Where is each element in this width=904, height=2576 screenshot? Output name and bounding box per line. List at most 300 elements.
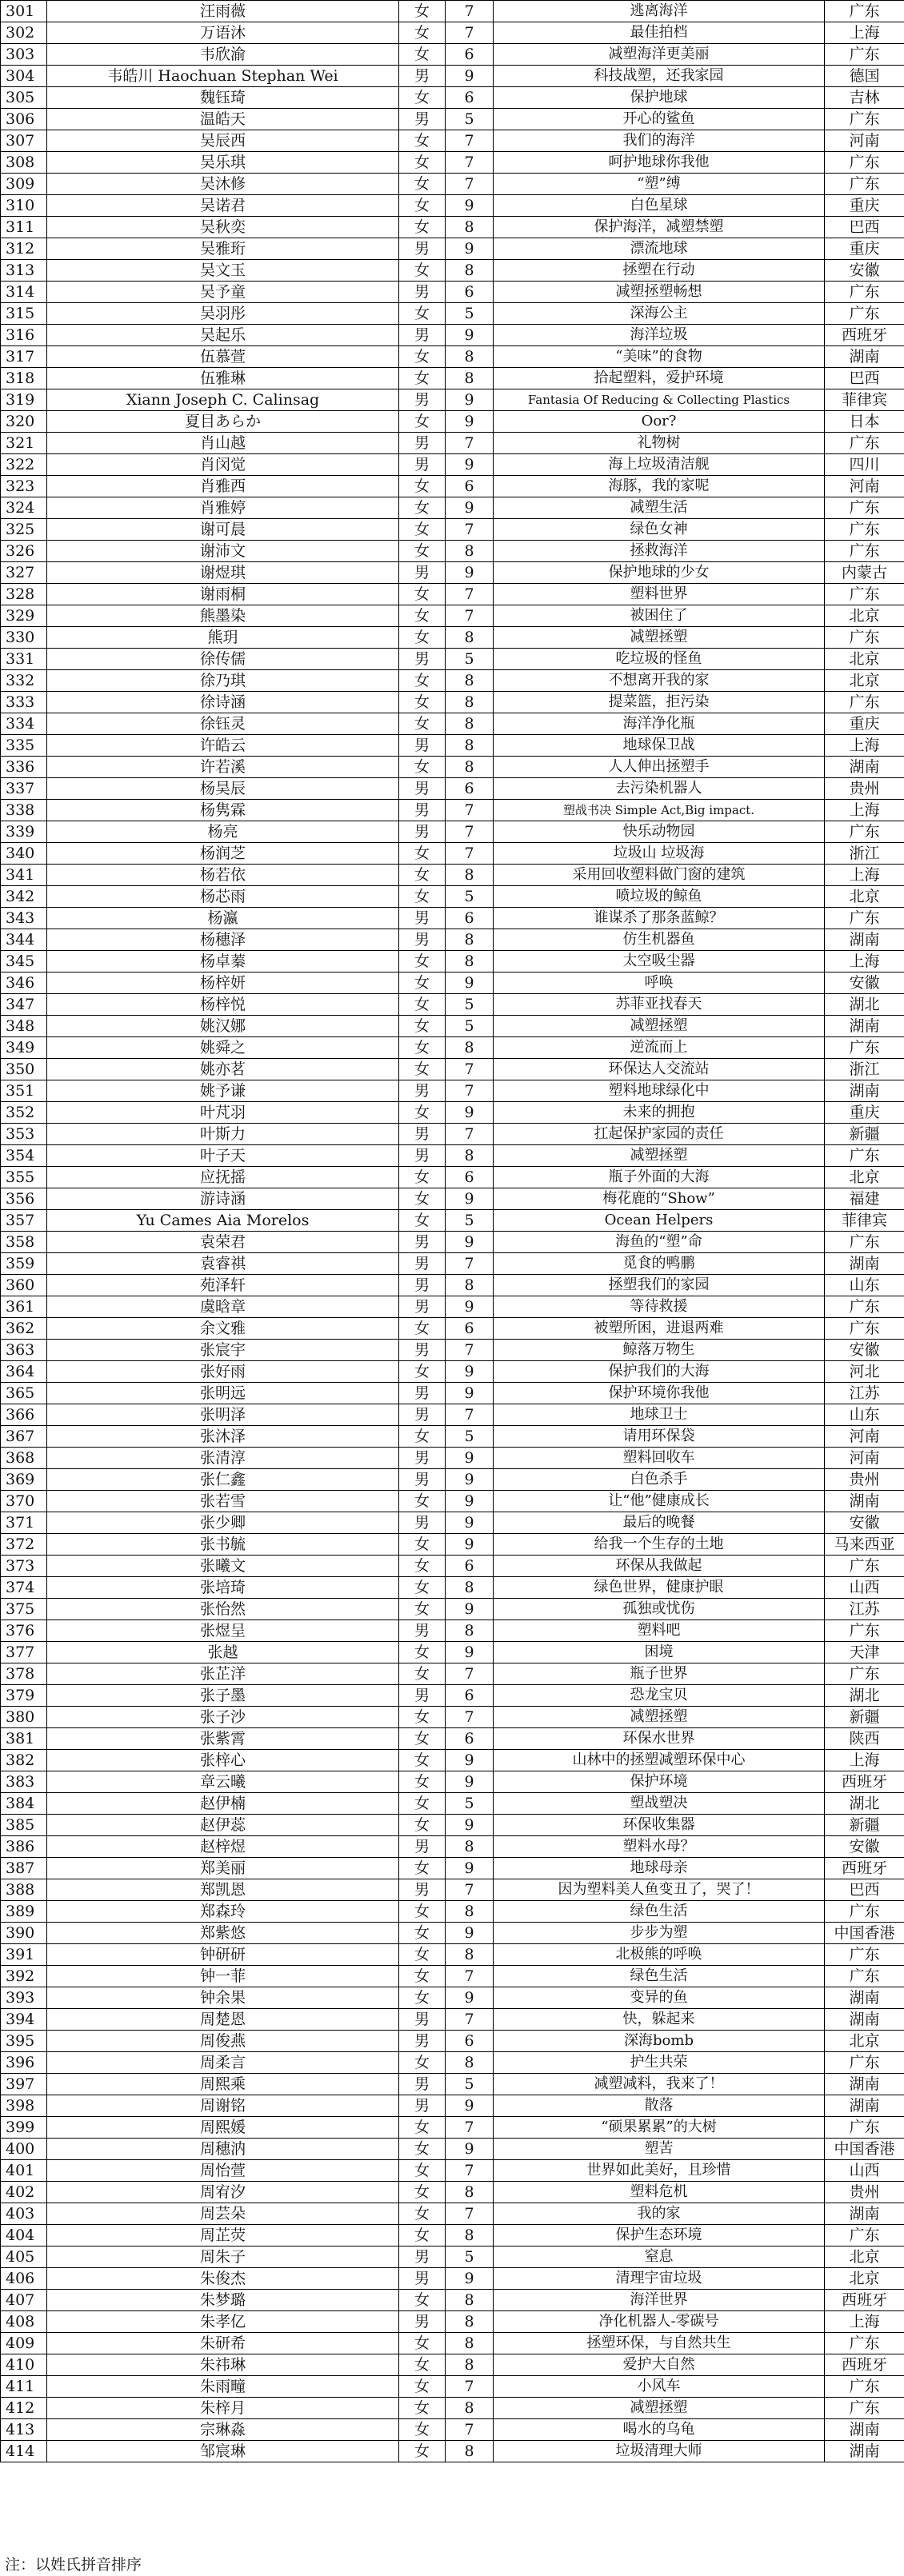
grade-cell: 8 (446, 627, 494, 649)
title-cell: 海上垃圾清洁舰 (494, 454, 825, 476)
table-row (1, 195, 904, 217)
grade-cell: 5 (446, 2074, 494, 2095)
name-cell: 吴起乐 (47, 325, 399, 346)
region-cell: 安徽 (825, 1836, 904, 1858)
table-row (1, 497, 904, 519)
row-number-cell: 372 (1, 1534, 47, 1556)
gender-cell: 男 (399, 325, 446, 346)
gender-cell: 男 (399, 433, 446, 454)
region-cell: 江苏 (825, 1383, 904, 1404)
region-cell: 湖南 (825, 1987, 904, 2009)
grade-cell: 5 (446, 649, 494, 670)
gender-cell: 女 (399, 519, 446, 541)
table-row (1, 2333, 904, 2354)
gender-cell: 女 (399, 2052, 446, 2074)
title-cell: 爱护大自然 (494, 2354, 825, 2376)
table-row (1, 778, 904, 800)
name-cell: 张芷洋 (47, 1663, 399, 1685)
name-cell: 杨瀛 (47, 908, 399, 929)
title-cell: 未来的拥抱 (494, 1102, 825, 1124)
gender-cell: 女 (399, 152, 446, 174)
table-row (1, 2311, 904, 2333)
title-cell: 塑战书决 Simple Act,Big impact. (494, 800, 825, 821)
region-cell: 广东 (825, 1, 904, 22)
region-cell: 湖南 (825, 1253, 904, 1275)
region-cell: 上海 (825, 2311, 904, 2333)
grade-cell: 9 (446, 2095, 494, 2117)
title-cell: 净化机器人-零碳号 (494, 2311, 825, 2333)
region-cell: 西班牙 (825, 2354, 904, 2376)
name-cell: 张仁鑫 (47, 1469, 399, 1491)
grade-cell: 9 (446, 1512, 494, 1534)
grade-cell: 8 (446, 929, 494, 951)
row-number-cell: 376 (1, 1620, 47, 1642)
title-cell: 环保从我做起 (494, 1556, 825, 1577)
grade-cell: 7 (446, 433, 494, 454)
gender-cell: 女 (399, 497, 446, 519)
grade-cell: 9 (446, 1188, 494, 1210)
row-number-cell: 371 (1, 1512, 47, 1534)
title-cell: 减塑拯塑 (494, 1016, 825, 1037)
name-cell: 吴沐修 (47, 174, 399, 195)
region-cell: 西班牙 (825, 1858, 904, 1879)
grade-cell: 8 (446, 735, 494, 757)
title-cell: 我们的海洋 (494, 130, 825, 152)
region-cell: 新疆 (825, 1124, 904, 1145)
gender-cell: 女 (399, 303, 446, 325)
grade-cell: 8 (446, 2052, 494, 2074)
name-cell: 周楚恩 (47, 2009, 399, 2031)
name-cell: 吴羽彤 (47, 303, 399, 325)
row-number-cell: 397 (1, 2074, 47, 2095)
region-cell: 内蒙古 (825, 562, 904, 584)
gender-cell: 男 (399, 562, 446, 584)
table-row (1, 627, 904, 649)
gender-cell: 女 (399, 2441, 446, 2462)
name-cell: 钟余果 (47, 1987, 399, 2009)
name-cell: 叶子天 (47, 1145, 399, 1167)
row-number-cell: 315 (1, 303, 47, 325)
title-cell: 绿色生活 (494, 1901, 825, 1923)
title-cell: 绿色世界，健康护眼 (494, 1577, 825, 1599)
row-number-cell: 343 (1, 908, 47, 929)
region-cell: 浙江 (825, 843, 904, 865)
grade-cell: 8 (446, 2333, 494, 2354)
title-cell: 最佳拍档 (494, 22, 825, 44)
region-cell: 广东 (825, 1037, 904, 1059)
grade-cell: 9 (446, 1448, 494, 1469)
grade-cell: 9 (446, 325, 494, 346)
title-cell: 减塑拯塑畅想 (494, 282, 825, 303)
gender-cell: 女 (399, 1728, 446, 1750)
gender-cell: 男 (399, 282, 446, 303)
title-cell: 不想离开我的家 (494, 670, 825, 692)
title-cell: 因为塑料美人鱼变丑了，哭了！ (494, 1879, 825, 1901)
name-cell: 徐钰灵 (47, 713, 399, 735)
grade-cell: 9 (446, 2139, 494, 2160)
title-cell: 给我一个生存的土地 (494, 1534, 825, 1556)
grade-cell: 6 (446, 1318, 494, 1340)
grade-cell: 7 (446, 22, 494, 44)
title-cell: 环保水世界 (494, 1728, 825, 1750)
grade-cell: 7 (446, 1707, 494, 1728)
region-cell: 广东 (825, 821, 904, 843)
grade-cell: 7 (446, 584, 494, 605)
table-row (1, 1124, 904, 1145)
gender-cell: 女 (399, 1750, 446, 1771)
gender-cell: 男 (399, 1383, 446, 1404)
name-cell: 张梓心 (47, 1750, 399, 1771)
grade-cell: 6 (446, 282, 494, 303)
gender-cell: 男 (399, 1145, 446, 1167)
grade-cell: 9 (446, 1534, 494, 1556)
region-cell: 安徽 (825, 1512, 904, 1534)
gender-cell: 女 (399, 2139, 446, 2160)
name-cell: 周朱子 (47, 2247, 399, 2268)
name-cell: 虞晗章 (47, 1296, 399, 1318)
name-cell: 朱梦璐 (47, 2290, 399, 2311)
gender-cell: 女 (399, 174, 446, 195)
grade-cell: 7 (446, 130, 494, 152)
name-cell: 熊墨染 (47, 605, 399, 627)
row-number-cell: 385 (1, 1815, 47, 1836)
region-cell: 河南 (825, 130, 904, 152)
name-cell: 万语沐 (47, 22, 399, 44)
table-row (1, 1080, 904, 1102)
gender-cell: 男 (399, 66, 446, 87)
region-cell: 山东 (825, 1275, 904, 1296)
title-cell: Ocean Helpers (494, 1210, 825, 1232)
gender-cell: 女 (399, 2182, 446, 2203)
grade-cell: 6 (446, 1556, 494, 1577)
grade-cell: 7 (446, 2376, 494, 2398)
name-cell: 汪雨薇 (47, 1, 399, 22)
row-number-cell: 334 (1, 713, 47, 735)
gender-cell: 女 (399, 1987, 446, 2009)
row-number-cell: 351 (1, 1080, 47, 1102)
gender-cell: 男 (399, 1296, 446, 1318)
region-cell: 陕西 (825, 1728, 904, 1750)
name-cell: 吴秋奕 (47, 217, 399, 238)
grade-cell: 7 (446, 1404, 494, 1426)
grade-cell: 9 (446, 1599, 494, 1620)
row-number-cell: 329 (1, 605, 47, 627)
gender-cell: 女 (399, 1815, 446, 1836)
title-cell: 绿色生活 (494, 1966, 825, 1987)
title-cell: 保护地球 (494, 87, 825, 109)
region-cell: 广东 (825, 1145, 904, 1167)
row-number-cell: 311 (1, 217, 47, 238)
title-cell: 塑料地球绿化中 (494, 1080, 825, 1102)
table-row (1, 670, 904, 692)
grade-cell: 8 (446, 2354, 494, 2376)
grade-cell: 6 (446, 1685, 494, 1707)
title-cell: 谁谋杀了那条蓝鲸？ (494, 908, 825, 929)
region-cell: 湖南 (825, 2095, 904, 2117)
title-cell: 保护环境 (494, 1771, 825, 1793)
grade-cell: 9 (446, 1858, 494, 1879)
region-cell: 北京 (825, 605, 904, 627)
row-number-cell: 367 (1, 1426, 47, 1448)
title-cell: Oor? (494, 411, 825, 433)
name-cell: 叶斯力 (47, 1124, 399, 1145)
table-row (1, 454, 904, 476)
title-cell: 科技战塑，还我家园 (494, 66, 825, 87)
region-cell: 上海 (825, 735, 904, 757)
table-row (1, 368, 904, 389)
gender-cell: 女 (399, 2376, 446, 2398)
title-cell: 塑料回收车 (494, 1448, 825, 1469)
table-row (1, 1296, 904, 1318)
results-table-body (1, 1, 904, 2462)
region-cell: 新疆 (825, 1815, 904, 1836)
gender-cell: 女 (399, 1901, 446, 1923)
gender-cell: 女 (399, 2398, 446, 2419)
footnote: 注：以姓氏拼音排序 (5, 2556, 142, 2574)
gender-cell: 女 (399, 1318, 446, 1340)
name-cell: 张清淳 (47, 1448, 399, 1469)
grade-cell: 9 (446, 1102, 494, 1124)
table-row (1, 1167, 904, 1188)
region-cell: 重庆 (825, 238, 904, 260)
title-cell: 去污染机器人 (494, 778, 825, 800)
table-row (1, 1383, 904, 1404)
grade-cell: 7 (446, 1124, 494, 1145)
title-cell: 减塑减料，我来了！ (494, 2074, 825, 2095)
row-number-cell: 406 (1, 2268, 47, 2290)
title-cell: 让“他”健康成长 (494, 1491, 825, 1512)
title-cell: 漂流地球 (494, 238, 825, 260)
row-number-cell: 323 (1, 476, 47, 497)
gender-cell: 男 (399, 1448, 446, 1469)
title-cell: 保护地球的少女 (494, 562, 825, 584)
name-cell: 张子墨 (47, 1685, 399, 1707)
gender-cell: 女 (399, 994, 446, 1016)
region-cell: 湖南 (825, 2203, 904, 2225)
title-cell: 清理宇宙垃圾 (494, 2268, 825, 2290)
row-number-cell: 333 (1, 692, 47, 713)
gender-cell: 女 (399, 541, 446, 562)
table-row (1, 1685, 904, 1707)
grade-cell: 6 (446, 87, 494, 109)
gender-cell: 男 (399, 1620, 446, 1642)
table-row (1, 541, 904, 562)
row-number-cell: 384 (1, 1793, 47, 1815)
region-cell: 广东 (825, 1556, 904, 1577)
grade-cell: 9 (446, 1491, 494, 1512)
region-cell: 马来西亚 (825, 1534, 904, 1556)
name-cell: 周熙乘 (47, 2074, 399, 2095)
title-cell: “美味”的食物 (494, 346, 825, 368)
region-cell: 西班牙 (825, 325, 904, 346)
table-row (1, 994, 904, 1016)
title-cell: 塑料水母？ (494, 1836, 825, 1858)
grade-cell: 9 (446, 411, 494, 433)
region-cell: 湖北 (825, 994, 904, 1016)
region-cell: 浙江 (825, 1059, 904, 1080)
gender-cell: 女 (399, 2419, 446, 2441)
name-cell: 张沐泽 (47, 1426, 399, 1448)
name-cell: 朱孝亿 (47, 2311, 399, 2333)
gender-cell: 女 (399, 2117, 446, 2139)
title-cell: 扛起保护家园的责任 (494, 1124, 825, 1145)
name-cell: 章云曦 (47, 1771, 399, 1793)
title-cell: 喝水的乌龟 (494, 2419, 825, 2441)
gender-cell: 女 (399, 886, 446, 908)
gender-cell: 女 (399, 2354, 446, 2376)
region-cell: 上海 (825, 800, 904, 821)
table-row (1, 605, 904, 627)
row-number-cell: 380 (1, 1707, 47, 1728)
table-row (1, 929, 904, 951)
table-row (1, 109, 904, 130)
name-cell: 温皓天 (47, 109, 399, 130)
grade-cell: 8 (446, 1037, 494, 1059)
region-cell: 广东 (825, 1966, 904, 1987)
name-cell: 周俊燕 (47, 2031, 399, 2052)
region-cell: 湖北 (825, 1793, 904, 1815)
row-number-cell: 327 (1, 562, 47, 584)
grade-cell: 9 (446, 195, 494, 217)
row-number-cell: 389 (1, 1901, 47, 1923)
grade-cell: 6 (446, 1728, 494, 1750)
row-number-cell: 336 (1, 757, 47, 778)
name-cell: 韦皓川 Haochuan Stephan Wei (47, 66, 399, 87)
table-row (1, 1253, 904, 1275)
title-cell: 我的家 (494, 2203, 825, 2225)
name-cell: 吴文玉 (47, 260, 399, 282)
region-cell: 广东 (825, 692, 904, 713)
gender-cell: 女 (399, 1858, 446, 1879)
table-row (1, 1512, 904, 1534)
title-cell: 减塑海洋更美丽 (494, 44, 825, 66)
title-cell: 北极熊的呼唤 (494, 1944, 825, 1966)
title-cell: 孤独或忧伤 (494, 1599, 825, 1620)
row-number-cell: 404 (1, 2225, 47, 2247)
region-cell: 北京 (825, 2247, 904, 2268)
title-cell: 塑料吧 (494, 1620, 825, 1642)
table-row (1, 562, 904, 584)
grade-cell: 7 (446, 2009, 494, 2031)
title-cell: 拯救海洋 (494, 541, 825, 562)
name-cell: 杨润芝 (47, 843, 399, 865)
gender-cell: 女 (399, 87, 446, 109)
table-row (1, 1620, 904, 1642)
name-cell: 姚舜之 (47, 1037, 399, 1059)
row-number-cell: 356 (1, 1188, 47, 1210)
row-number-cell: 414 (1, 2441, 47, 2462)
region-cell: 广东 (825, 152, 904, 174)
gender-cell: 女 (399, 346, 446, 368)
table-row (1, 2074, 904, 2095)
gender-cell: 女 (399, 1923, 446, 1944)
region-cell: 广东 (825, 303, 904, 325)
row-number-cell: 387 (1, 1858, 47, 1879)
table-row (1, 2182, 904, 2203)
gender-cell: 女 (399, 1599, 446, 1620)
region-cell: 广东 (825, 44, 904, 66)
gender-cell: 女 (399, 1361, 446, 1383)
title-cell: 觅食的鸭鹏 (494, 1253, 825, 1275)
name-cell: 郑紫悠 (47, 1923, 399, 1944)
title-cell: 减塑拯塑 (494, 1707, 825, 1728)
table-row (1, 2398, 904, 2419)
grade-cell: 7 (446, 605, 494, 627)
grade-cell: 8 (446, 2182, 494, 2203)
gender-cell: 男 (399, 1879, 446, 1901)
gender-cell: 女 (399, 195, 446, 217)
title-cell: 拯塑在行动 (494, 260, 825, 282)
name-cell: 徐乃琪 (47, 670, 399, 692)
gender-cell: 男 (399, 800, 446, 821)
table-row (1, 1771, 904, 1793)
title-cell: 恐龙宝贝 (494, 1685, 825, 1707)
region-cell: 广东 (825, 541, 904, 562)
row-number-cell: 361 (1, 1296, 47, 1318)
gender-cell: 女 (399, 1037, 446, 1059)
region-cell: 重庆 (825, 1102, 904, 1124)
name-cell: 姚亦茗 (47, 1059, 399, 1080)
name-cell: 朱俊杰 (47, 2268, 399, 2290)
gender-cell: 男 (399, 2031, 446, 2052)
region-cell: 西班牙 (825, 2290, 904, 2311)
title-cell: 鲸落万物生 (494, 1340, 825, 1361)
title-cell: 保护我们的大海 (494, 1361, 825, 1383)
region-cell: 上海 (825, 865, 904, 886)
gender-cell: 女 (399, 865, 446, 886)
row-number-cell: 353 (1, 1124, 47, 1145)
table-row (1, 433, 904, 454)
table-row (1, 346, 904, 368)
grade-cell: 8 (446, 2441, 494, 2462)
row-number-cell: 350 (1, 1059, 47, 1080)
gender-cell: 男 (399, 929, 446, 951)
table-row (1, 1944, 904, 1966)
region-cell: 广东 (825, 174, 904, 195)
table-row (1, 303, 904, 325)
region-cell: 吉林 (825, 87, 904, 109)
gender-cell: 男 (399, 109, 446, 130)
title-cell: 海鱼的“塑”命 (494, 1232, 825, 1253)
region-cell: 西班牙 (825, 1771, 904, 1793)
gender-cell: 女 (399, 1491, 446, 1512)
title-cell: 垃圾山 垃圾海 (494, 843, 825, 865)
gender-cell: 男 (399, 1275, 446, 1296)
table-row (1, 1448, 904, 1469)
name-cell: 许皓云 (47, 735, 399, 757)
table-row (1, 2031, 904, 2052)
grade-cell: 7 (446, 2117, 494, 2139)
row-number-cell: 392 (1, 1966, 47, 1987)
table-row (1, 1901, 904, 1923)
name-cell: 宗琳淼 (47, 2419, 399, 2441)
region-cell: 贵州 (825, 2182, 904, 2203)
name-cell: 谢沛文 (47, 541, 399, 562)
gender-cell: 女 (399, 1577, 446, 1599)
row-number-cell: 346 (1, 972, 47, 994)
name-cell: 张子沙 (47, 1707, 399, 1728)
grade-cell: 9 (446, 1750, 494, 1771)
gender-cell: 女 (399, 411, 446, 433)
row-number-cell: 304 (1, 66, 47, 87)
row-number-cell: 403 (1, 2203, 47, 2225)
table-row (1, 1361, 904, 1383)
name-cell: 邹宸琳 (47, 2441, 399, 2462)
region-cell: 广东 (825, 433, 904, 454)
title-cell: 塑战塑决 (494, 1793, 825, 1815)
name-cell: 余文雅 (47, 1318, 399, 1340)
gender-cell: 男 (399, 1232, 446, 1253)
